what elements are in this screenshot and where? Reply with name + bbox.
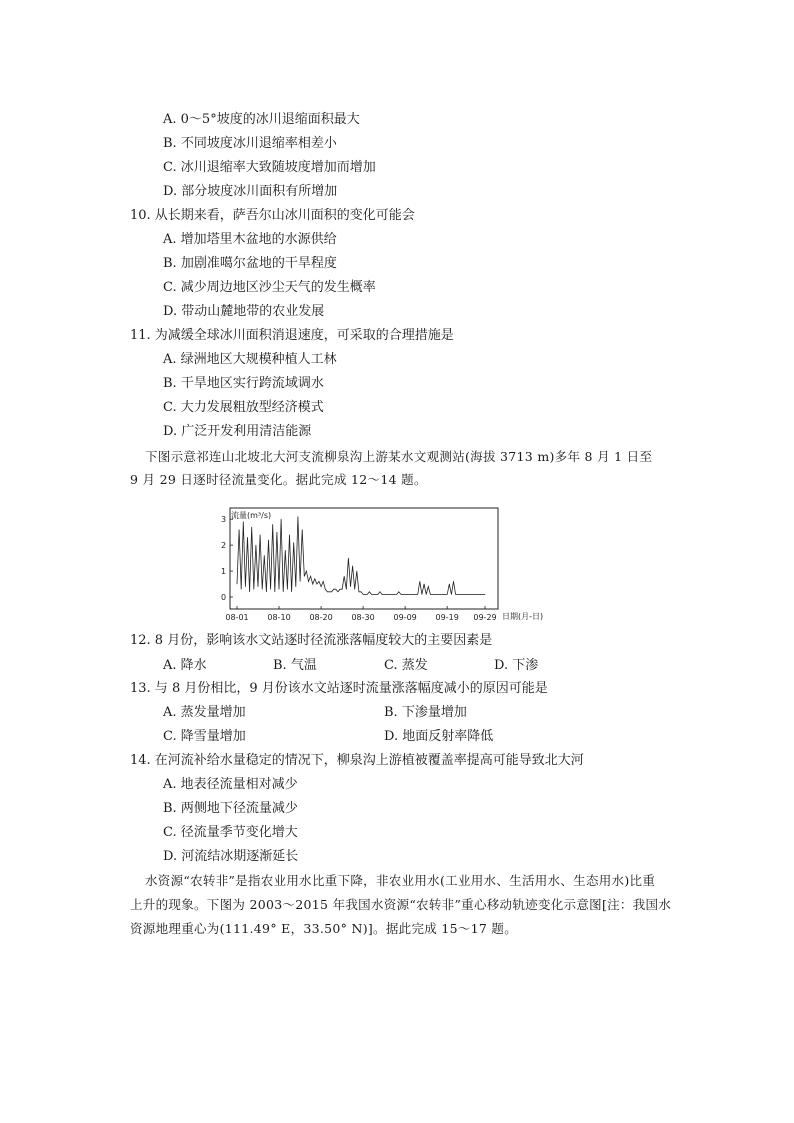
data-point: [327, 592, 328, 593]
chart-frame: [230, 508, 498, 609]
q12-option-c: C. 蒸发: [384, 658, 428, 673]
q13-stem: 13. 与 8 月份相比，9 月份该水文站逐时流量涨落幅度减小的原因可能是: [130, 681, 548, 696]
data-point: [470, 594, 471, 595]
data-point: [275, 592, 276, 593]
data-point: [283, 592, 284, 593]
data-point: [476, 594, 477, 595]
data-point: [415, 594, 416, 595]
data-point: [333, 589, 334, 590]
data-point: [306, 571, 307, 572]
data-point: [344, 576, 345, 577]
data-point: [382, 594, 383, 595]
data-point: [363, 594, 364, 595]
x-tick-label: 09-19: [435, 613, 459, 622]
data-point: [375, 594, 376, 595]
q11-stem: 11. 为减缓全球冰川面积消退速度，可采取的合理措施是: [130, 328, 454, 343]
data-point: [390, 594, 391, 595]
q12-option-a: A. 降水: [163, 658, 207, 673]
data-point: [401, 594, 402, 595]
data-point: [296, 586, 297, 587]
data-point: [258, 586, 259, 587]
data-point: [485, 594, 486, 595]
data-point: [293, 542, 294, 543]
data-point: [371, 594, 372, 595]
data-point: [310, 576, 311, 577]
data-point: [478, 594, 479, 595]
data-point: [315, 579, 316, 580]
data-point: [466, 594, 467, 595]
data-point: [241, 589, 242, 590]
data-point: [481, 594, 482, 595]
data-point: [468, 594, 469, 595]
data-point: [420, 581, 421, 582]
data-point: [256, 545, 257, 546]
data-point: [251, 527, 252, 528]
data-point: [338, 592, 339, 593]
data-point: [287, 589, 288, 590]
data-point: [373, 594, 374, 595]
x-tick-label: 09-29: [473, 613, 497, 622]
data-point: [348, 558, 349, 559]
data-point: [264, 555, 265, 556]
intro2-line1: 水资源“农转非”是指农业用水比重下降，非农业用水(工业用水、生活用水、生态用水)比重: [145, 873, 656, 888]
q13-option-d: D. 地面反射率降低: [384, 729, 494, 744]
q13-option-b: B. 下渗量增加: [384, 705, 467, 720]
data-point: [245, 586, 246, 587]
data-point: [266, 592, 267, 593]
data-point: [331, 592, 332, 593]
q9-option-d: D. 部分坡度冰川面积有所增加: [163, 184, 338, 199]
data-point: [270, 589, 271, 590]
x-axis-label: 日期(月-日): [502, 612, 544, 621]
data-point: [361, 592, 362, 593]
data-point: [281, 519, 282, 520]
data-point: [462, 594, 463, 595]
data-point: [432, 594, 433, 595]
data-point: [378, 594, 379, 595]
data-point: [457, 594, 458, 595]
data-point: [453, 581, 454, 582]
data-point: [352, 566, 353, 567]
q9-option-a: A. 0～5°坡度的冰川退缩面积最大: [163, 112, 360, 127]
data-point: [449, 584, 450, 585]
data-point: [424, 584, 425, 585]
q11-option-c: C. 大力发展粗放型经济模式: [163, 400, 324, 415]
y-tick-label: 2: [221, 541, 227, 551]
data-point: [445, 594, 446, 595]
data-point: [346, 589, 347, 590]
data-point: [380, 592, 381, 593]
q10-option-c: C. 减少周边地区沙尘天气的发生概率: [163, 280, 376, 295]
data-point: [392, 594, 393, 595]
data-point: [354, 589, 355, 590]
intro1-line2: 9 月 29 日逐时径流量变化。据此完成 12～14 题。: [130, 472, 427, 487]
q10-option-d: D. 带动山麓地带的农业发展: [163, 304, 325, 319]
data-point: [340, 589, 341, 590]
q14-stem: 14. 在河流补给水量稳定的情况下，柳泉沟上游植被覆盖率提高可能导致北大河: [130, 753, 584, 768]
data-point: [350, 586, 351, 587]
data-point: [417, 594, 418, 595]
data-point: [394, 594, 395, 595]
x-tick-label: 09-09: [393, 613, 417, 622]
q13-option-c: C. 降雪量增加: [163, 729, 246, 744]
data-point: [447, 594, 448, 595]
intro2-line3: 资源地理重心为(111.49° E，33.50° N)]。据此完成 15～17 题。: [130, 921, 518, 936]
data-point: [443, 594, 444, 595]
data-point: [474, 594, 475, 595]
data-point: [403, 594, 404, 595]
data-point: [365, 594, 366, 595]
data-point: [329, 592, 330, 593]
data-point: [302, 529, 303, 530]
x-tick-label: 08-01: [225, 613, 249, 622]
data-point: [336, 589, 337, 590]
q13-option-a: A. 蒸发量增加: [163, 705, 246, 720]
data-point: [369, 592, 370, 593]
q10-option-b: B. 加剧准噶尔盆地的干旱程度: [163, 256, 337, 271]
data-point: [319, 581, 320, 582]
intro1-line1: 下图示意祁连山北坡北大河支流柳泉沟上游某水文观测站(海拔 3713 m)多年 8 月 1 日至: [145, 449, 653, 464]
data-point: [357, 571, 358, 572]
y-tick-label: 3: [221, 515, 227, 525]
q14-option-d: D. 河流结冰期逐渐延长: [163, 849, 299, 864]
q12-options: [163, 658, 583, 674]
data-point: [254, 589, 255, 590]
data-point: [298, 516, 299, 517]
data-point: [426, 594, 427, 595]
data-point: [483, 594, 484, 595]
data-point: [451, 594, 452, 595]
data-point: [405, 594, 406, 595]
data-point: [321, 586, 322, 587]
q14-option-a: A. 地表径流量相对减少: [163, 777, 298, 792]
data-point: [291, 592, 292, 593]
data-point: [279, 589, 280, 590]
y-tick-label: 0: [221, 593, 227, 602]
q12-option-d: D. 下渗: [494, 658, 539, 673]
data-point: [237, 584, 238, 585]
data-point: [359, 592, 360, 593]
data-point: [289, 535, 290, 536]
data-point: [439, 594, 440, 595]
series-line-runoff: [237, 517, 485, 595]
data-point: [413, 594, 414, 595]
y-tick-label: 1: [221, 567, 227, 577]
data-point: [325, 589, 326, 590]
data-point: [472, 594, 473, 595]
data-point: [262, 589, 263, 590]
q9-option-b: B. 不同坡度冰川退缩率相差小: [163, 136, 337, 151]
data-point: [249, 592, 250, 593]
data-point: [409, 594, 410, 595]
data-point: [411, 594, 412, 595]
q14-option-b: B. 两侧地下径流量减少: [163, 801, 298, 816]
data-point: [407, 594, 408, 595]
x-tick-label: 08-20: [309, 613, 333, 622]
q11-option-a: A. 绿洲地区大规模种植人工林: [163, 352, 337, 367]
data-point: [399, 592, 400, 593]
q12-option-b: B. 气温: [273, 658, 317, 673]
data-point: [268, 540, 269, 541]
q9-option-c: C. 冰川退缩率大致随坡度增加而增加: [163, 160, 376, 175]
data-point: [323, 581, 324, 582]
data-point: [239, 529, 240, 530]
data-point: [272, 524, 273, 525]
data-point: [436, 594, 437, 595]
data-point: [428, 586, 429, 587]
q13-options-row2: [163, 729, 583, 745]
data-point: [304, 576, 305, 577]
data-point: [367, 594, 368, 595]
data-point: [260, 535, 261, 536]
data-point: [441, 594, 442, 595]
q12-stem: 12. 8 月份，影响该水文站逐时径流涨落幅度较大的主要因素是: [130, 633, 493, 648]
data-point: [247, 537, 248, 538]
intro2-line2: 上升的现象。下图为 2003～2015 年我国水资源“农转非”重心移动轨迹变化示意图[注：我国水: [130, 897, 672, 912]
x-tick-label: 08-30: [351, 613, 375, 622]
data-point: [422, 594, 423, 595]
data-point: [317, 584, 318, 585]
data-point: [388, 594, 389, 595]
data-point: [386, 594, 387, 595]
data-point: [308, 581, 309, 582]
data-point: [434, 594, 435, 595]
q13-options-row1: [163, 705, 583, 721]
q11-option-b: B. 干旱地区实行跨流域调水: [163, 376, 324, 391]
data-point: [277, 532, 278, 533]
data-point: [430, 594, 431, 595]
data-point: [243, 522, 244, 523]
q11-option-d: D. 广泛开发利用清洁能源: [163, 424, 312, 439]
q10-stem: 10. 从长期来看，萨吾尔山冰川面积的变化可能会: [130, 208, 415, 223]
x-tick-label: 08-10: [267, 613, 291, 622]
data-point: [285, 550, 286, 551]
data-point: [460, 594, 461, 595]
data-point: [464, 594, 465, 595]
q14-option-c: C. 径流量季节变化增大: [163, 825, 298, 840]
data-point: [300, 581, 301, 582]
data-point: [455, 594, 456, 595]
data-point: [384, 594, 385, 595]
q10-option-a: A. 增加塔里木盆地的水源供给: [163, 232, 337, 247]
runoff-chart: [215, 500, 555, 630]
data-point: [312, 584, 313, 585]
y-axis-label: 流量(m³/s): [231, 511, 272, 520]
data-point: [396, 594, 397, 595]
data-point: [342, 589, 343, 590]
